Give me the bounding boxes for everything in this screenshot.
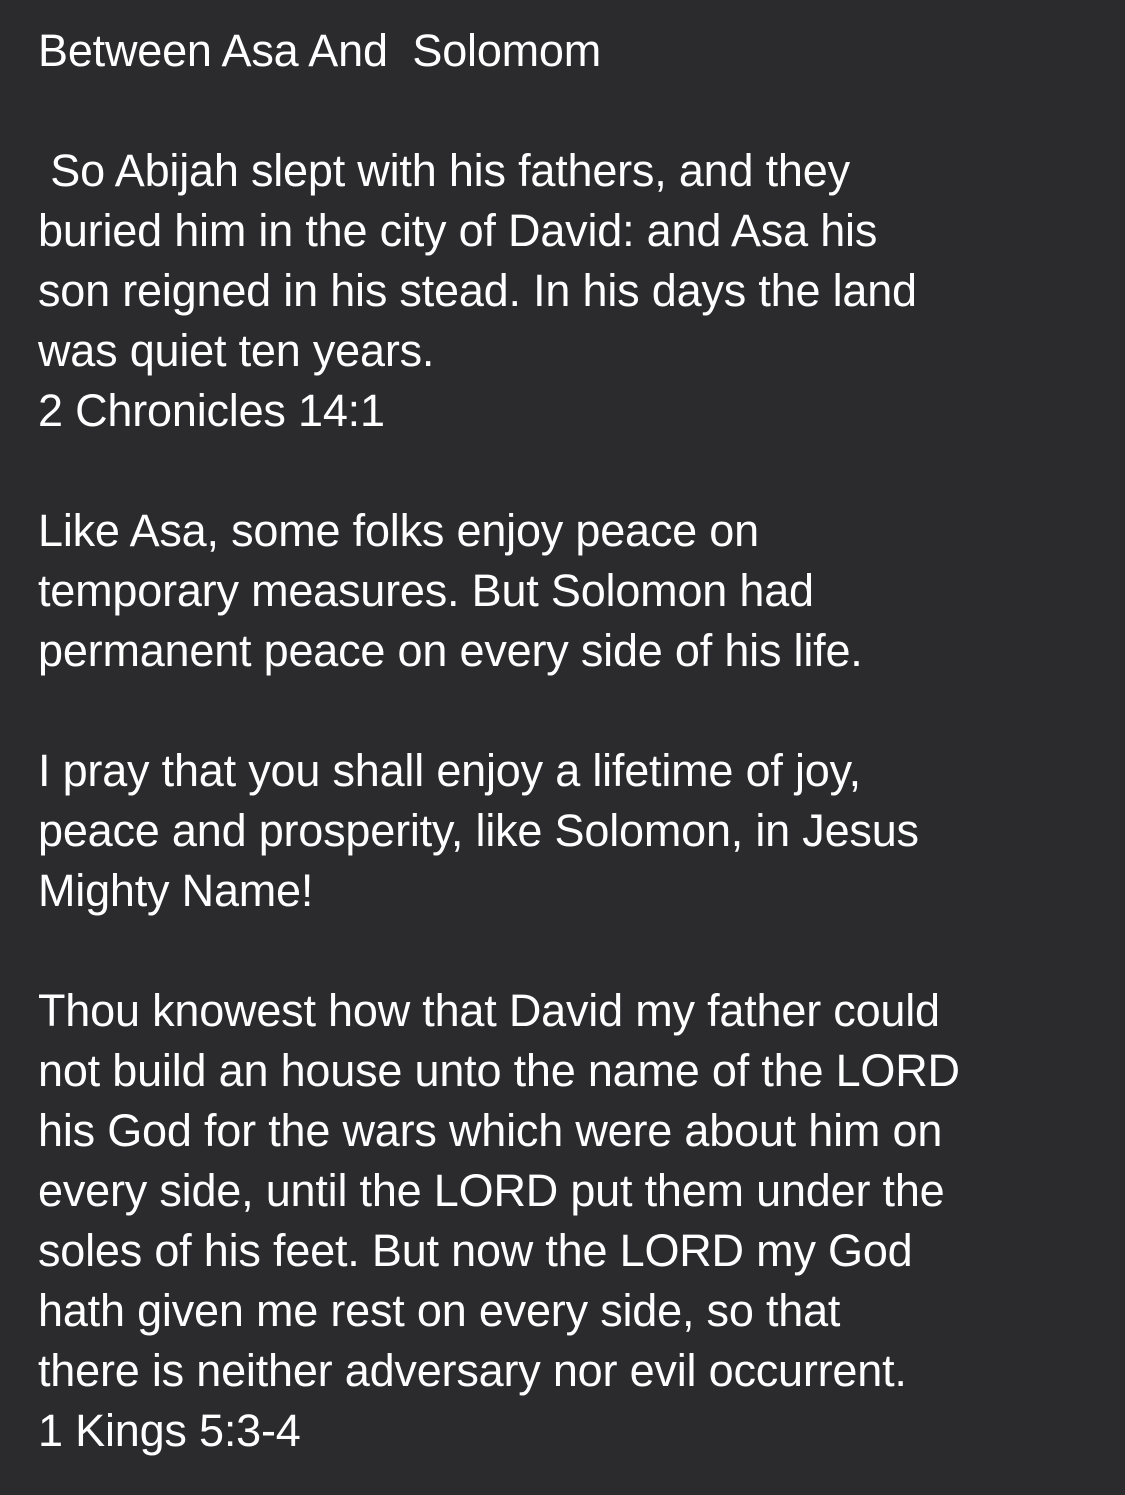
note-line <box>38 921 1095 981</box>
note-line: there is neither adversary nor evil occurrent. <box>38 1345 907 1396</box>
note-line: permanent peace on every side of his life. <box>38 625 863 676</box>
note-title: Between Asa And Solomom <box>38 25 602 76</box>
note-line: hath given me rest on every side, so that <box>38 1285 841 1336</box>
note-line: peace and prosperity, like Solomon, in Jesus <box>38 805 919 856</box>
note-line: son reigned in his stead. In his days the land <box>38 265 917 316</box>
note-line: I pray that you shall enjoy a lifetime of joy, <box>38 745 861 796</box>
note-line: So Abijah slept with his fathers, and they <box>38 145 850 196</box>
scripture-reference: 2 Chronicles 14:1 <box>38 385 385 436</box>
note-line: buried him in the city of David: and Asa his <box>38 205 878 256</box>
note-line: every side, until the LORD put them under the <box>38 1165 945 1216</box>
note-line: was quiet ten years. <box>38 325 435 376</box>
note-line <box>38 81 1095 141</box>
note-line: his God for the wars which were about him on <box>38 1105 943 1156</box>
note-line <box>38 681 1095 741</box>
scripture-reference: 1 Kings 5:3-4 <box>38 1405 301 1456</box>
note-line: soles of his feet. But now the LORD my God <box>38 1225 913 1276</box>
note-line: temporary measures. But Solomon had <box>38 565 814 616</box>
note-line: Mighty Name! <box>38 865 314 916</box>
note-line: not build an house unto the name of the LORD <box>38 1045 960 1096</box>
note-line: Like Asa, some folks enjoy peace on <box>38 505 759 556</box>
note-line <box>38 441 1095 501</box>
note-line: Thou knowest how that David my father could <box>38 985 940 1036</box>
